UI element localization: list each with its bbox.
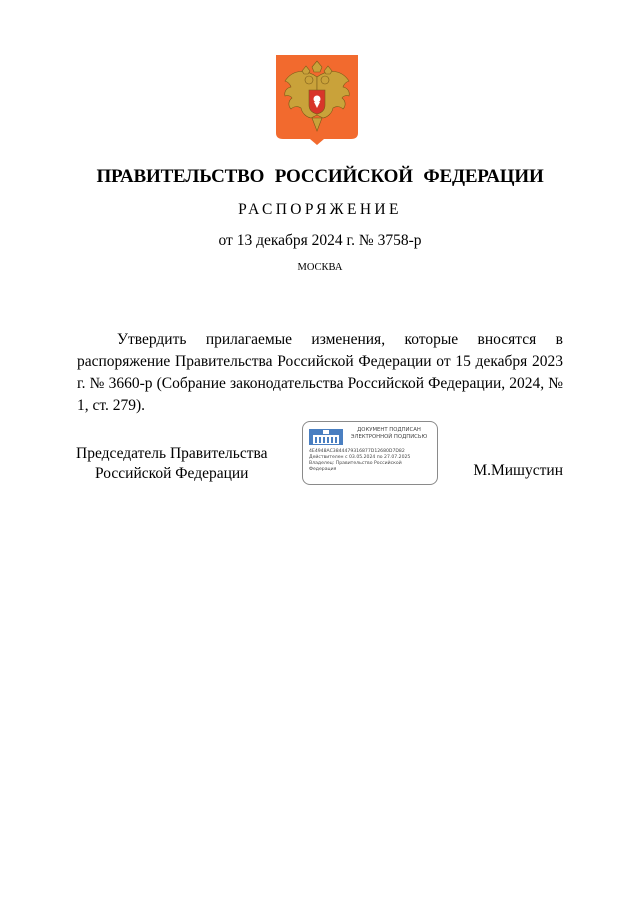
stamp-owner-line2: Федерация [309,467,337,472]
signer-position-line2: Российской Федерации [95,465,249,482]
stamp-validity: Действителен с 03.05.2024 по 27.07.2025 [309,455,411,460]
government-building-icon [309,427,343,445]
body-paragraph: Утвердить прилагаемые изменения, которые вносятся в распоряжение Правительства Российской Федерации от 15 декабря 2023 г. № 3660-р (Собрание законодательства Российской Федерации, 2024, № 1, ст. 279). [77,331,563,414]
document-date-number: от 13 декабря 2024 г. № 3758-р [218,232,422,249]
document-type: РАСПОРЯЖЕНИЕ [238,201,402,218]
document-city: МОСКВА [297,262,343,273]
coat-of-arms-emblem [276,55,358,145]
government-title: ПРАВИТЕЛЬСТВО РОССИЙСКОЙ ФЕДЕРАЦИИ [96,166,544,187]
stamp-title-line2: ЭЛЕКТРОННОЙ ПОДПИСЬЮ [350,434,428,440]
stamp-owner-line1: Владелец: Правительство Российской [309,461,402,466]
stamp-certificate: 4E4948AC3844479316877D12680D7D82 [309,449,405,454]
signer-name: М.Мишустин [473,462,563,479]
signer-position-line1: Председатель Правительства [76,445,268,462]
signer-position [76,444,268,484]
stamp-details [309,449,437,473]
stamp-title [341,427,437,441]
electronic-signature-stamp [302,421,438,485]
stamp-title-line1: ДОКУМЕНТ ПОДПИСАН [357,427,421,433]
